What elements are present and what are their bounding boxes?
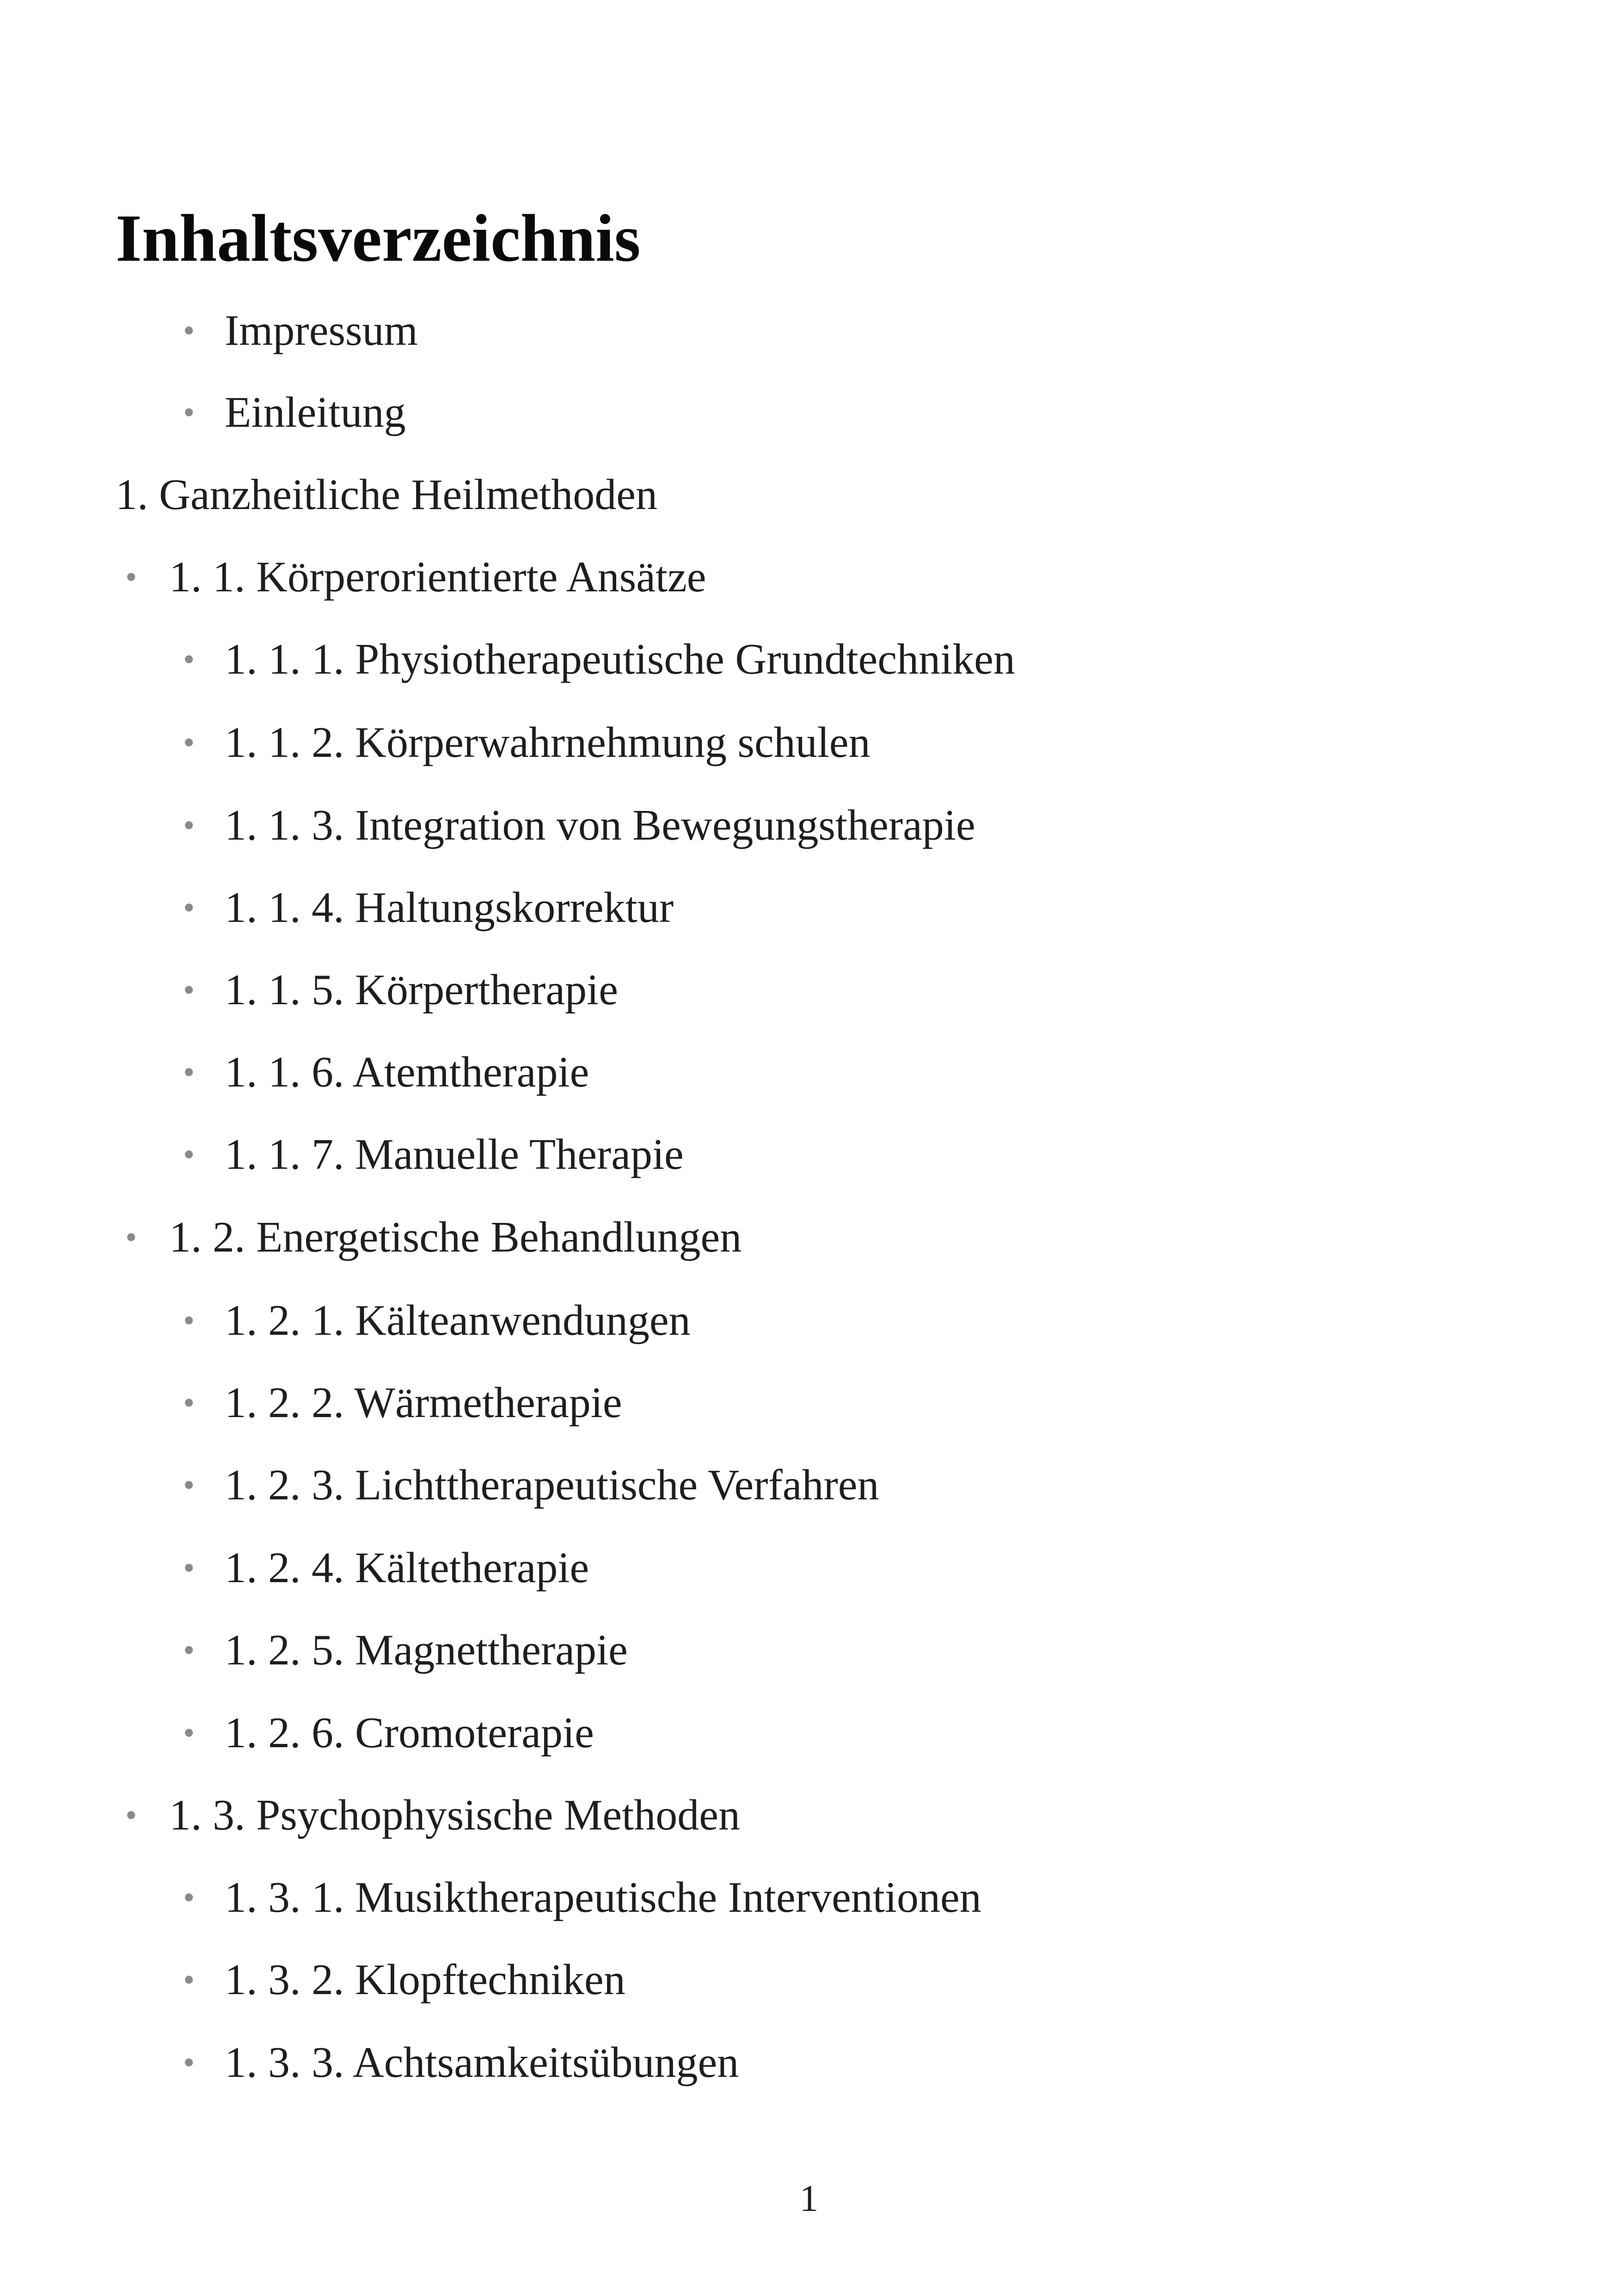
toc-entry-label: 1. 1. 2. Körperwahrnehmung schulen xyxy=(225,718,870,767)
toc-entry-label: 1. 1. 1. Physiotherapeutische Grundtechniken xyxy=(225,635,1015,683)
toc-entry-label: 1. 2. 6. Cromoterapie xyxy=(225,1709,594,1757)
bullet-icon: • xyxy=(183,394,195,431)
bullet-icon: • xyxy=(183,1879,195,1916)
toc-entry-label: 1. 3. 2. Klopftechniken xyxy=(225,1956,625,2004)
toc-entry-label: 1. 3. Psychophysische Methoden xyxy=(169,1791,740,1839)
toc-entry-label: 1. 3. 3. Achtsamkeitsübungen xyxy=(225,2038,739,2087)
toc-entry-label: 1. 2. 3. Lichttherapeutische Verfahren xyxy=(225,1461,879,1509)
toc-entry-label: 1. 1. 5. Körpertherapie xyxy=(225,966,618,1014)
page-title: Inhaltsverzeichnis xyxy=(116,201,641,276)
bullet-icon: • xyxy=(183,312,195,349)
bullet-icon: • xyxy=(183,641,195,678)
toc-entry-label: 1. 3. 1. Musiktherapeutische Interventionen xyxy=(225,1873,981,1922)
bullet-icon: • xyxy=(183,1961,195,1998)
toc-entry-label: 1. 2. 5. Magnettherapie xyxy=(225,1626,628,1674)
bullet-icon: • xyxy=(183,807,195,844)
bullet-icon: • xyxy=(183,2044,195,2081)
bullet-icon: • xyxy=(125,1219,137,1256)
bullet-icon: • xyxy=(183,1302,195,1339)
bullet-icon: • xyxy=(183,1632,195,1669)
toc-entry-label: 1. 1. 4. Haltungskorrektur xyxy=(225,884,674,932)
toc-entry-label: 1. 1. 6. Atemtherapie xyxy=(225,1048,589,1096)
bullet-icon: • xyxy=(183,1467,195,1504)
toc-entry-label: 1. 1. 7. Manuelle Therapie xyxy=(225,1130,684,1179)
toc-entry-label: Einleitung xyxy=(225,388,406,436)
toc-entry-label: 1. 2. Energetische Behandlungen xyxy=(169,1213,742,1261)
page-number: 1 xyxy=(799,2177,819,2219)
toc-entry-label: 1. 1. Körperorientierte Ansätze xyxy=(169,553,706,601)
toc-entry-label: Impressum xyxy=(225,307,418,355)
toc-entry-label: 1. 2. 4. Kältetherapie xyxy=(225,1544,589,1592)
bullet-icon: • xyxy=(183,1136,195,1173)
bullet-icon: • xyxy=(183,1549,195,1586)
toc-entry-label: 1. 1. 3. Integration von Bewegungstherapie xyxy=(225,801,975,849)
bullet-icon: • xyxy=(183,724,195,761)
toc-entry-label: 1. Ganzheitliche Heilmethoden xyxy=(116,471,657,519)
toc-entry-label: 1. 2. 1. Kälteanwendungen xyxy=(225,1296,691,1344)
bullet-icon: • xyxy=(183,1054,195,1091)
bullet-icon: • xyxy=(183,1714,195,1751)
bullet-icon: • xyxy=(125,1797,137,1834)
bullet-icon: • xyxy=(125,559,137,595)
bullet-icon: • xyxy=(183,971,195,1008)
bullet-icon: • xyxy=(183,1384,195,1421)
toc-entry-label: 1. 2. 2. Wärmetherapie xyxy=(225,1379,622,1427)
bullet-icon: • xyxy=(183,889,195,926)
